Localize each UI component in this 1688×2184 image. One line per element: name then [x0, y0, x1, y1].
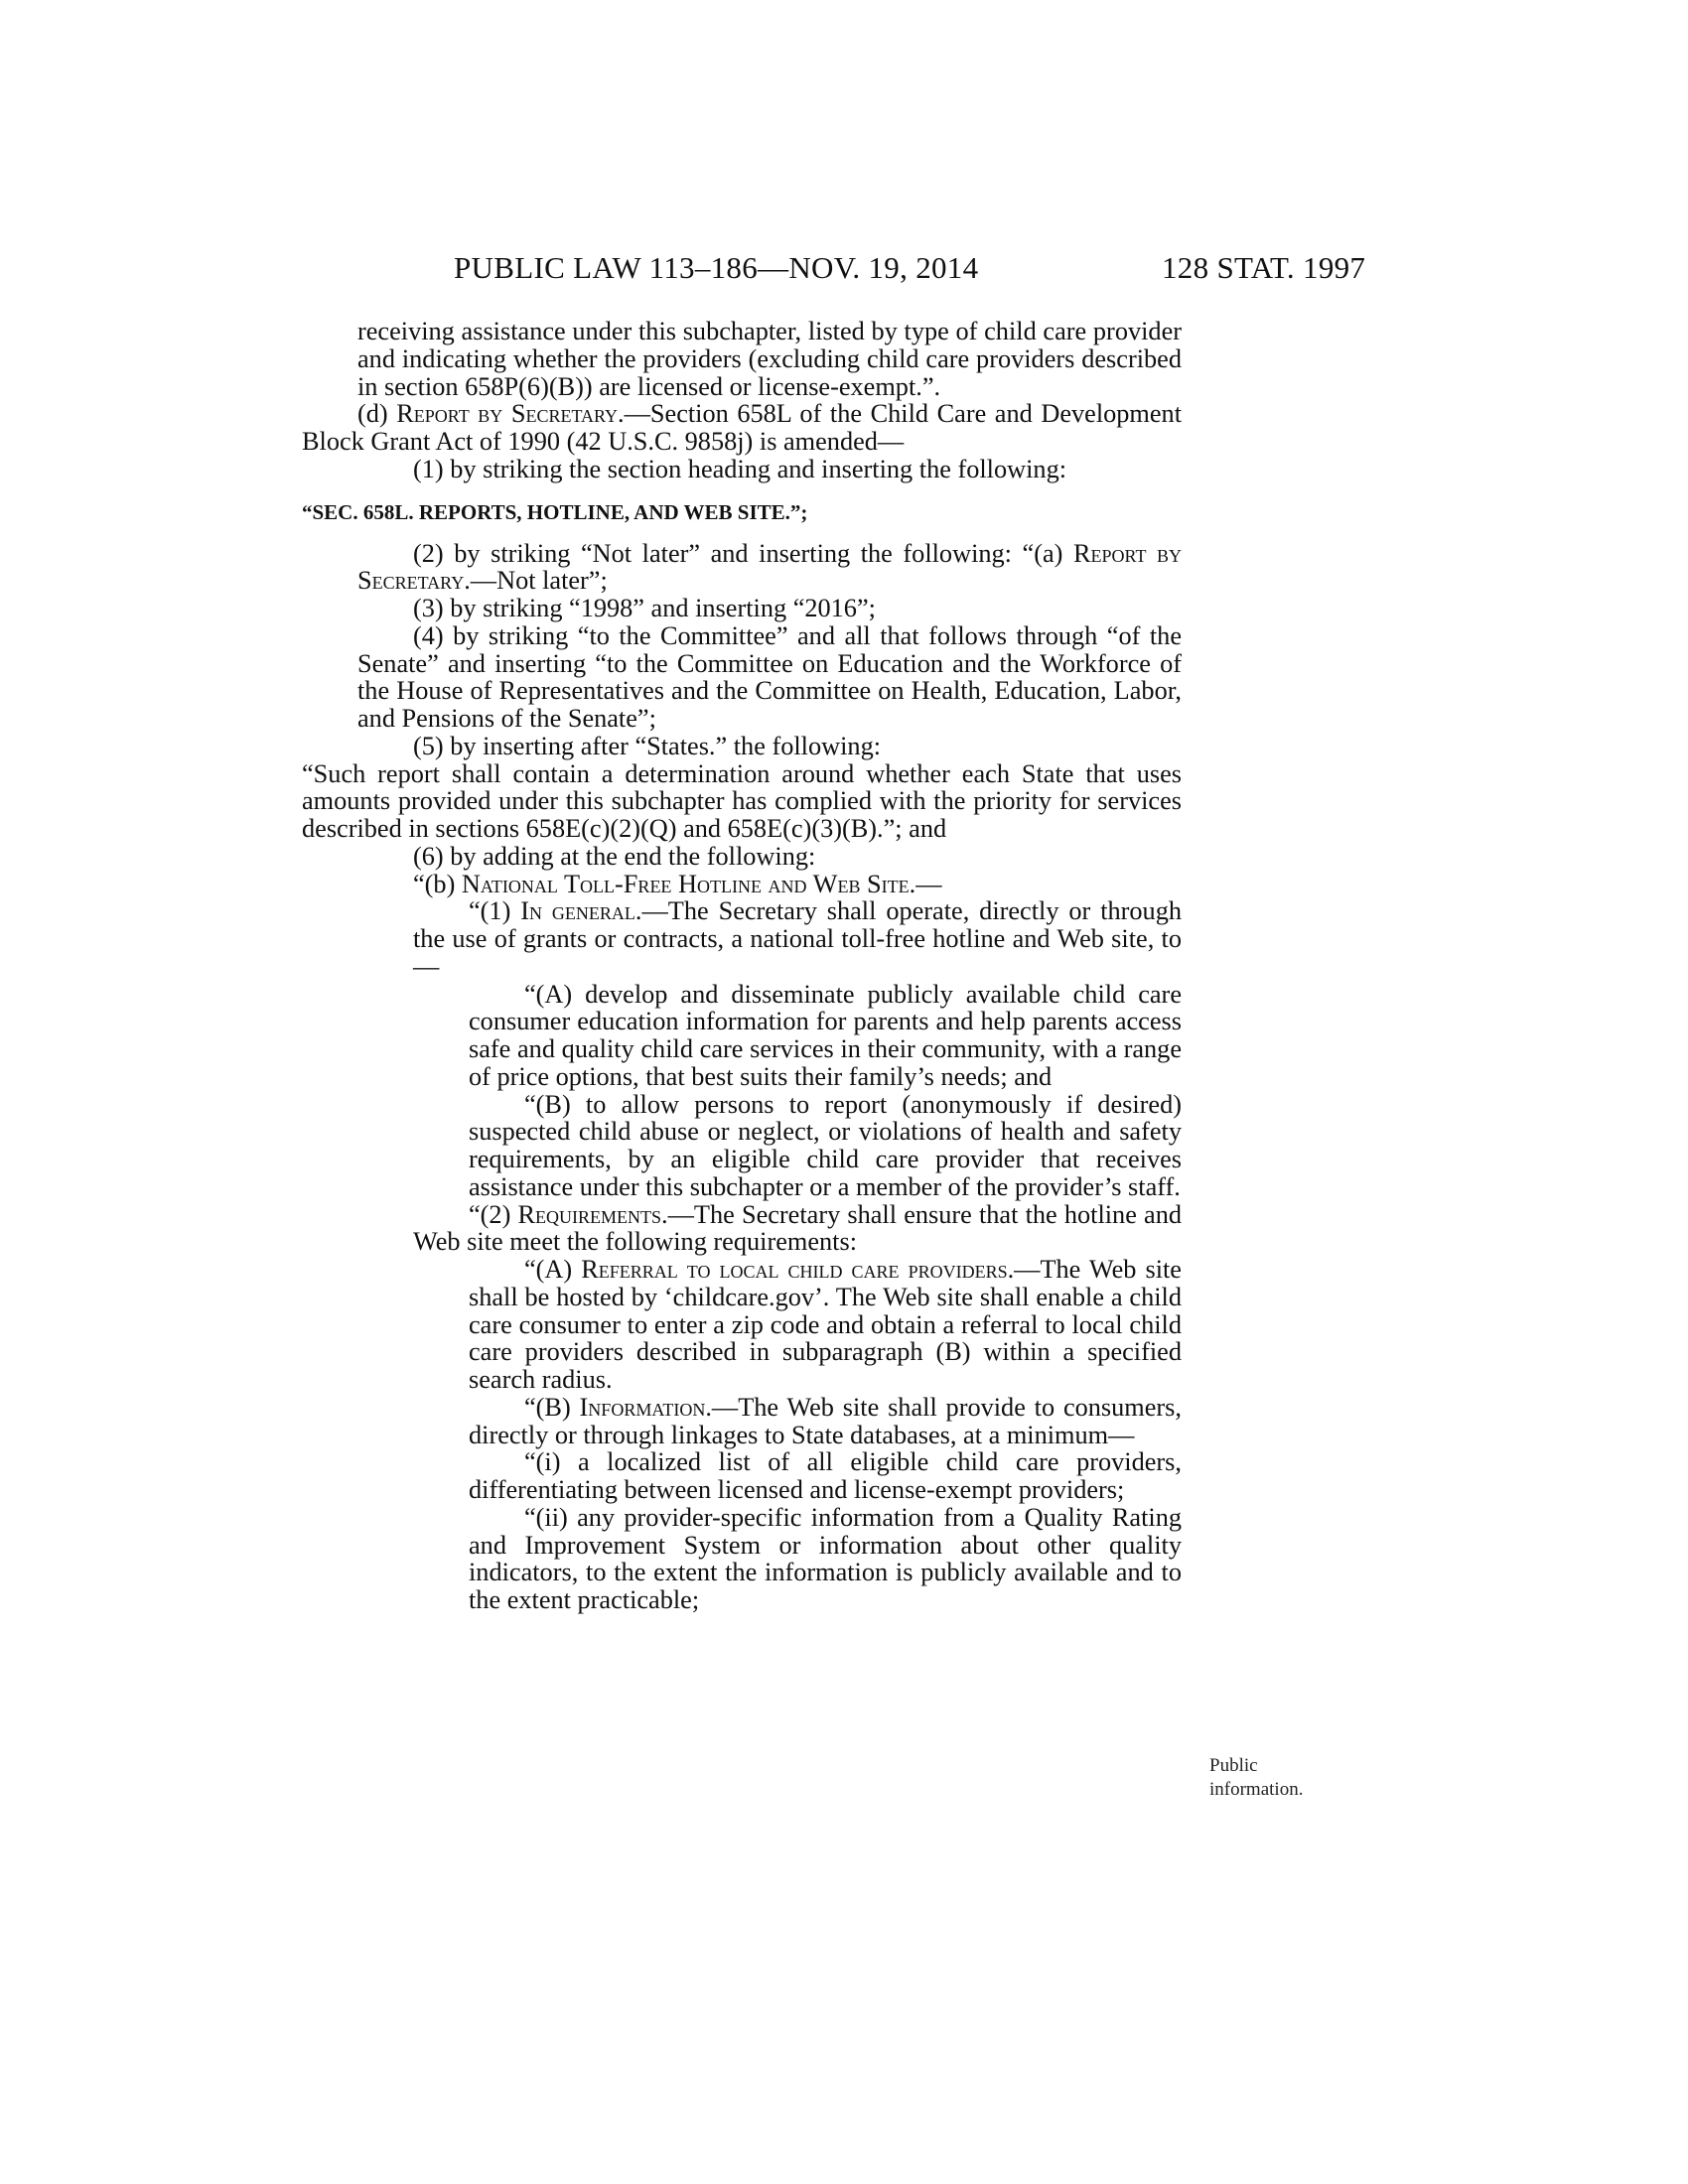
text-run: .—Section 658L of the Child Care and Development Block Grant Act of 1990 (42 U.S.C. 9858j) is amended—	[302, 399, 1183, 456]
paragraph-heading: Information	[579, 1392, 706, 1422]
paragraph-item-1	[302, 456, 1182, 483]
paragraph-item-2	[302, 540, 1182, 596]
paragraph-inserted-quote	[302, 760, 1182, 843]
paragraph-b2-B-information	[302, 1394, 1182, 1449]
text-run: “(ii) any provider-specific information from a Quality Rating and Improvement System or information about other quality indicators, to the extent the information is publicly available and to the extent practicable;	[469, 1502, 1182, 1614]
paragraph-heading: Requirements	[517, 1199, 662, 1229]
paragraph-d-report-by-secretary	[302, 400, 1182, 456]
text-run: “(B) to allow persons to report (anonymously if desired) suspected child abuse or neglect, or violations of health and safety requirements, by an eligible child care provider that receives assistance under this subchapter or a member of the provider’s staff.	[469, 1089, 1182, 1201]
text-run: “SEC. 658L. REPORTS, HOTLINE, AND WEB SITE.”;	[302, 499, 808, 524]
text-run: (3) by striking “1998” and inserting “2016”;	[413, 594, 876, 622]
text-run: “Such report shall contain a determination around whether each State that uses amounts provided under this subchapter has complied with the priority for services described in sections 658E(c)(2)(Q) and 658E(c)(3)(B).”; and	[302, 758, 1182, 843]
text-run: “(A)	[524, 1255, 582, 1284]
text-run: .—The Secretary shall ensure that the hotline and Web site meet the following requirements:	[413, 1199, 1182, 1257]
paragraph-item-4	[302, 622, 1182, 733]
text-run: (6) by adding at the end the following:	[413, 841, 816, 871]
statute-body	[302, 318, 1182, 1614]
text-run: (2) by striking “Not later” and inserting the following: “(a)	[413, 538, 1073, 568]
header-public-law: PUBLIC LAW 113–186—NOV. 19, 2014	[454, 250, 979, 285]
text-run: (4) by striking “to the Committee” and all that follows through “of the Senate” and inserting “to the Committee on Education and the Workforce of the House of Representatives and the Committee on Health, Education, Labor, and Pensions of the Senate”;	[357, 620, 1182, 733]
paragraph-heading: Report by Secretary	[357, 538, 1182, 596]
paragraph-item-6	[302, 843, 1182, 871]
paragraph-b2-B-ii	[302, 1504, 1182, 1614]
text-run: .—Not later”;	[464, 566, 608, 596]
text-run: (5) by inserting after “States.” the following:	[413, 731, 882, 760]
paragraph-b2-requirements	[302, 1201, 1182, 1257]
paragraph-b2-B-i	[302, 1448, 1182, 1504]
text-run: “(i) a localized list of all eligible child care providers, differentiating between licensed and license-exempt providers;	[469, 1447, 1182, 1504]
paragraph-heading: In general	[520, 896, 635, 926]
paragraph-b1-in-general	[302, 897, 1182, 980]
text-run: “(2)	[469, 1199, 518, 1229]
margin-note-line: information.	[1209, 1779, 1304, 1800]
text-run: .—The Web site shall provide to consumers, directly or through linkages to State databases, at a minimum—	[469, 1392, 1182, 1449]
text-run: “(A) develop and disseminate publicly available child care consumer education information for parents and help parents access safe and quality child care services in their community, with a range of price options, that best suits their family’s needs; and	[469, 979, 1182, 1091]
running-header	[0, 250, 1688, 290]
paragraph-heading: National Toll-Free Hotline and Web Site	[461, 869, 910, 898]
paragraph-continuation	[302, 318, 1182, 400]
text-run: “(1)	[469, 896, 521, 926]
paragraph-item-5	[302, 733, 1182, 760]
text-run: .—The Web site shall be hosted by ‘childcare.gov’. The Web site shall enable a child care consumer to enter a zip code and obtain a referral to local child care providers described in subparagraph (B) within a specified search radius.	[469, 1255, 1182, 1394]
text-run: (d)	[357, 399, 397, 429]
paragraph-item-3	[302, 595, 1182, 622]
paragraph-b-hotline	[302, 871, 1182, 898]
text-run: .—	[909, 869, 942, 898]
margin-note-public-information	[1209, 1754, 1303, 1802]
section-heading	[302, 499, 1182, 526]
paragraph-b1-A	[302, 981, 1182, 1091]
paragraph-heading: Report by Secretary	[396, 399, 619, 429]
paragraph-heading: Referral to local child care providers	[581, 1255, 1008, 1284]
text-run: “(b)	[413, 869, 462, 898]
text-run: (1) by striking the section heading and inserting the following:	[413, 454, 1067, 483]
text-run: .—The Secretary shall operate, directly or through the use of grants or contracts, a national toll-free hotline and Web site, to—	[413, 896, 1182, 981]
text-run: “(B)	[524, 1392, 580, 1422]
header-statute-page: 128 STAT. 1997	[1162, 250, 1366, 285]
paragraph-b1-B	[302, 1091, 1182, 1201]
paragraph-b2-A-referral	[302, 1256, 1182, 1394]
text-run: receiving assistance under this subchapter, listed by type of child care provider and indicating whether the providers (excluding child care providers described in section 658P(6)(B)) are licensed or license-exempt.”.	[357, 317, 1182, 401]
margin-note-line: Public	[1209, 1755, 1258, 1776]
